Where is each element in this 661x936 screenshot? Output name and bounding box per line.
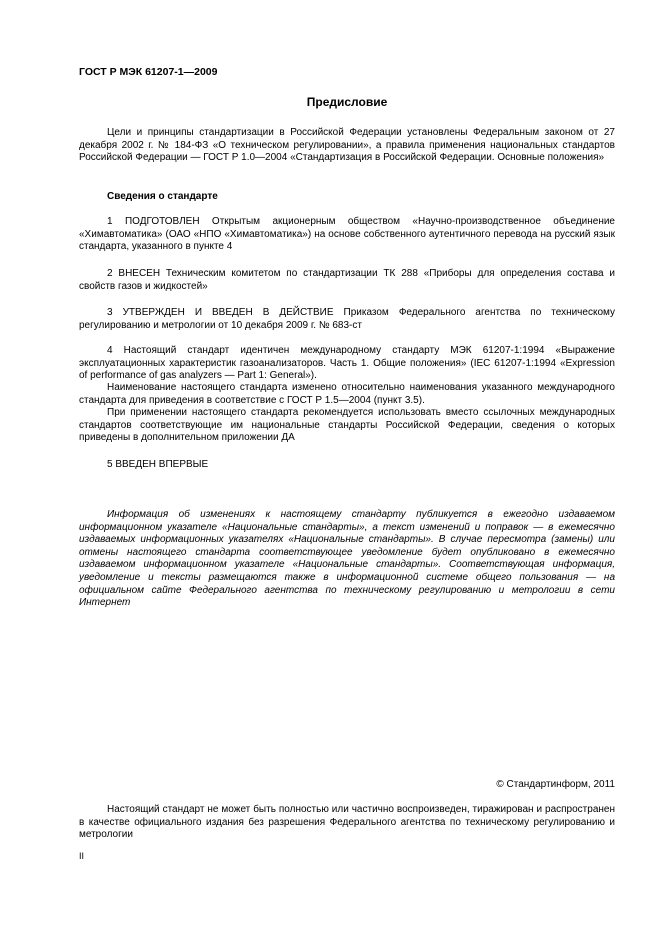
reproduction-notice: Настоящий стандарт не может быть полностью или частично воспроизведен, тиражирован и распространен в качестве официального издания без разрешения Федерального агентства по техническому регулированию и метрологии [79, 804, 615, 841]
page-number: II [79, 851, 85, 861]
page-title: Предисловие [306, 95, 388, 109]
section-title: Сведения о стандарте [107, 191, 218, 202]
item-5: 5 ВВЕДЕН ВПЕРВЫЕ [107, 459, 209, 470]
item-4: 4 Настоящий стандарт идентичен международному стандарту МЭК 61207-1:1994 «Выражение эксплуатационных характеристик газоанализаторов. Часть 1. Общие положения» (IEC 61207-1:1994 «Expression of performance of gas analyzers — Part 1: General»). [79, 345, 615, 382]
item-2: 2 ВНЕСЕН Техническим комитетом по стандартизации ТК 288 «Приборы для определения состава и свойств газов и жидкостей» [79, 268, 615, 292]
intro-paragraph: Цели и принципы стандартизации в Российской Федерации установлены Федеральным законом от 27 декабря 2002 г. № 184-ФЗ «О техническом регулировании», а правила применения национальных стандартов Российской Федерации — ГОСТ Р 1.0—2004 «Стандартизация в Российской Федерации. Основные положения» [79, 127, 615, 164]
document-code: ГОСТ Р МЭК 61207-1—2009 [79, 66, 218, 78]
item-3: 3 УТВЕРЖДЕН И ВВЕДЕН В ДЕЙСТВИЕ Приказом Федерального агентства по техническому регулированию и метрологии от 10 декабря 2009 г. № 683-ст [79, 307, 615, 331]
item-1: 1 ПОДГОТОВЛЕН Открытым акционерным обществом «Научно-производственное объединение «Химавтоматика» (ОАО «НПО «Химавтоматика») на основе собственного аутентичного перевода на русский язык стандарта, указанного в пункте 4 [79, 216, 615, 253]
item-4-note-2: При применении настоящего стандарта рекомендуется использовать вместо ссылочных международных стандартов соответствующие им национальные стандарты Российской Федерации, сведения о которых приведены в дополнительном приложении ДА [79, 407, 615, 444]
changes-notice: Информация об изменениях к настоящему стандарту публикуется в ежегодно издаваемом информационном указателе «Национальные стандарты», а текст изменений и поправок — в ежемесячно издаваемых информационных указателях «Национальные стандарты». В случае пересмотра (замены) или отмены настоящего стандарта соответствующее уведомление будет опубликовано в ежемесячно издаваемом информационном указателе «Национальные стандарты». Соответствующая информация, уведомление и тексты размещаются также в информационной системе общего пользования — на официальном сайте Федерального агентства по техническому регулированию и метрологии в сети Интернет [79, 509, 615, 609]
copyright: © Стандартинформ, 2011 [496, 779, 615, 790]
item-4-note-1: Наименование настоящего стандарта изменено относительно наименования указанного международного стандарта для приведения в соответствие с ГОСТ Р 1.5—2004 (пункт 3.5). [79, 382, 615, 406]
